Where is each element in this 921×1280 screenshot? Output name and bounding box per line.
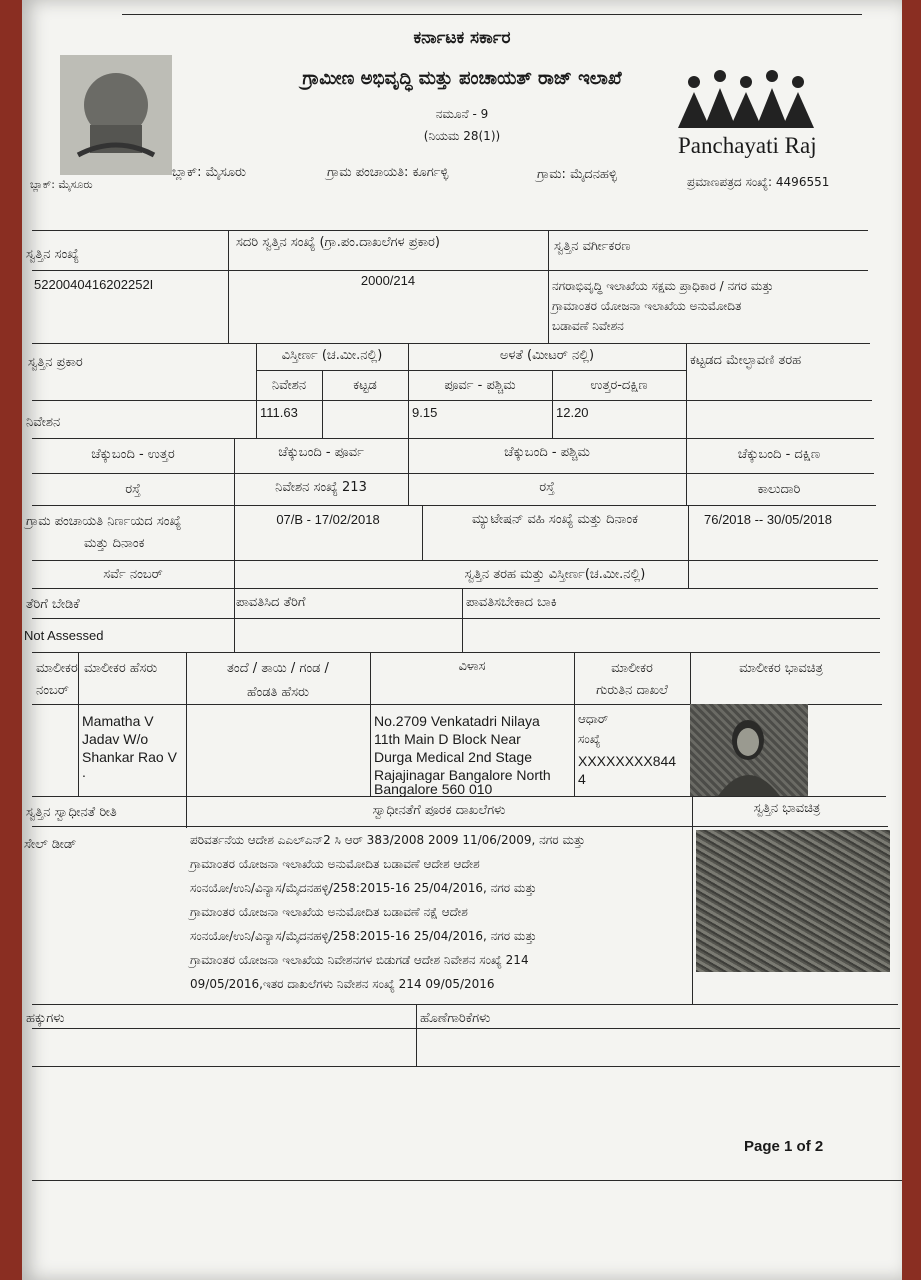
mutation-value: 76/2018 -- 30/05/2018 xyxy=(704,512,832,527)
resolution-value: 07/B - 17/02/2018 xyxy=(276,512,380,527)
resolution-label-2: ಮತ್ತು ದಿನಾಂಕ xyxy=(84,536,145,551)
karnataka-emblem xyxy=(60,55,172,175)
boundary-north-label: ಚೆಕ್ಕುಬಂದಿ - ಉತ್ತರ xyxy=(91,447,175,462)
site-row-label: ನಿವೇಶನ xyxy=(26,415,61,430)
tax-paid-label: ಪಾವತಿಸಿದ ತೆರಿಗೆ xyxy=(236,595,306,610)
ownership-doc-3: ಸಂನಯೋ/ಉನಿ/ವಿನ್ಯಾಸ/ಮೈದನಹಳ್ಳಿ/258:2015-16 25/04/2016, ನಗರ ಮತ್ತು xyxy=(190,881,537,895)
document-page xyxy=(22,0,902,1280)
mutation-label: ಮ್ಯುಟೇಷನ್ ವಹಿ ಸಂಖ್ಯೆ ಮತ್ತು ದಿನಾಂಕ xyxy=(472,512,638,527)
id-proof-1: ಆಧಾರ್ xyxy=(578,712,609,726)
id-proof-3: XXXXXXXX844 xyxy=(578,753,677,769)
roof-label: ಕಟ್ಟಡದ ಮೇಲ್ಛಾವಣಿ ತರಹ xyxy=(690,353,802,368)
resolution-label-1: ಗ್ರಾಮ ಪಂಚಾಯತಿ ನಿರ್ಣಯದ ಸಂಖ್ಯೆ xyxy=(26,514,182,529)
sadari-id-value: 2000/214 xyxy=(360,273,416,288)
owner-name-label: ಮಾಲೀಕರ ಹೆಸರು xyxy=(84,661,158,676)
owner-address-1: No.2709 Venkatadri Nilaya xyxy=(374,713,540,729)
owner-photo-label: ಮಾಲೀಕರ ಭಾವಚಿತ್ರ xyxy=(739,661,823,676)
boundary-west-value: ರಸ್ತೆ xyxy=(539,480,555,495)
property-type-label: ಸ್ವತ್ತಿನ ಪ್ರಕಾರ xyxy=(28,355,83,370)
boundary-west-label: ಚೆಕ್ಕುಬಂದಿ - ಪಶ್ಚಿಮ xyxy=(504,445,590,460)
owner-name-3: Shankar Rao V xyxy=(82,749,177,765)
panchayati-raj-logo-icon xyxy=(674,68,819,130)
certificate-number: ಪ್ರಮಾಣಪತ್ರದ ಸಂಖ್ಯೆ: 4496551 xyxy=(687,175,830,189)
dept-title: ಗ್ರಾಮೀಣ ಅಭಿವೃದ್ಧಿ ಮತ್ತು ಪಂಚಾಯತ್ ರಾಜ್ ಇಲಾಖೆ xyxy=(302,68,622,89)
owner-address-4: Rajajinagar Bangalore North xyxy=(374,767,551,783)
relation-label-1: ತಂದೆ / ತಾಯಿ / ಗಂಡ / xyxy=(227,661,329,676)
tax-due-label: ಪಾವತಿಸಬೇಕಾದ ಬಾಕಿ xyxy=(466,595,557,610)
ownership-doc-7: 09/05/2016,ಇತರ ದಾಖಲೆಗಳು ನಿವೇಶನ ಸಂಖ್ಯೆ 214 09/05/2016 xyxy=(190,977,495,991)
owner-name-2: Jadav W/o xyxy=(82,731,149,747)
property-photo xyxy=(696,830,890,972)
ownership-doc-1: ಪರಿವರ್ತನೆಯ ಆದೇಶ ಎಎಲ್ಎನ್2 ಸಿ ಆರ್ 383/2008 2009 11/06/2009, ನಗರ ಮತ್ತು xyxy=(190,833,586,847)
sadari-id-label: ಸದರಿ ಸ್ವತ್ತಿನ ಸಂಖ್ಯೆ (ಗ್ರಾ.ಪಂ.ದಾಖಲೆಗಳ ಪ್ರಕಾರ) xyxy=(236,235,440,250)
property-id-value: 5220040416202252I xyxy=(34,277,154,292)
classification-label: ಸ್ವತ್ತಿನ ವರ್ಗೀಕರಣ xyxy=(554,239,631,254)
owner-address-2: 11th Main D Block Near xyxy=(374,731,521,747)
owner-name-1: Mamatha V xyxy=(82,713,154,729)
owner-number-label-1: ಮಾಲೀಕರ xyxy=(36,661,78,676)
tax-demand-value: Not Assessed xyxy=(24,628,104,643)
classification-line-2: ಗ್ರಾಮಾಂತರ ಯೋಜನಾ ಇಲಾಖೆಯ ಅನುಮೋದಿತ xyxy=(552,299,742,313)
property-photo-label: ಸ್ವತ್ತಿನ ಭಾವಚಿತ್ರ xyxy=(753,801,821,816)
extent-label: ವಿಸ್ತೀರ್ಣ (ಚ.ಮೀ.ನಲ್ಲಿ) xyxy=(281,348,383,363)
boundary-south-value: ಕಾಲುದಾರಿ xyxy=(757,482,801,497)
ownership-doc-4: ಗ್ರಾಮಾಂತರ ಯೋಜನಾ ಇಲಾಖೆಯ ಅನುಮೋದಿತ ಬಡಾವಣೆ ನಕ್ಷೆ ಆದೇಶ xyxy=(190,905,468,919)
boundary-east-value: ನಿವೇಶನ ಸಂಖ್ಯೆ 213 xyxy=(275,480,367,495)
north-south-value: 12.20 xyxy=(556,405,589,420)
owner-name-4: . xyxy=(82,764,86,780)
ownership-doc-5: ಸಂನಯೋ/ಉನಿ/ವಿನ್ಯಾಸ/ಮೈದನಹಳ್ಳಿ/258:2015-16 25/04/2016, ನಗರ ಮತ್ತು xyxy=(190,929,537,943)
boundary-north-value: ರಸ್ತೆ xyxy=(125,482,141,497)
id-proof-4: 4 xyxy=(578,771,586,787)
rule-number: (ನಿಯಮ 28(1)) xyxy=(423,129,501,143)
ownership-docs-label: ಸ್ವಾಧೀನತೆಗೆ ಪೂರಕ ದಾಖಲೆಗಳು xyxy=(372,803,506,818)
id-proof-2: ಸಂಖ್ಯೆ xyxy=(578,732,601,746)
gp-name: ಗ್ರಾಮ ಪಂಚಾಯತಿ: ಕೂರ್ಗಳ್ಳಿ xyxy=(327,165,449,180)
owner-number-label-2: ನಂಬರ್ xyxy=(36,683,69,698)
boundary-south-label: ಚೆಕ್ಕುಬಂದಿ - ದಕ್ಷಿಣ xyxy=(737,447,821,462)
rights-label: ಹಕ್ಕುಗಳು xyxy=(26,1011,65,1026)
page-number: Page 1 of 2 xyxy=(744,1138,824,1155)
panchayati-raj-text: Panchayati Raj xyxy=(678,133,817,158)
site-area-value: 111.63 xyxy=(260,405,298,420)
id-proof-label-2: ಗುರುತಿನ ದಾಖಲೆ xyxy=(596,683,668,698)
owner-photo xyxy=(690,704,808,796)
block-name: ಬ್ಲಾಕ್: ಮೈಸೂರು xyxy=(172,165,247,180)
emblem-caption: ಬ್ಲಾಕ್: ಮೈಸೂರು xyxy=(30,178,93,191)
ownership-mode-value: ಸೇಲ್ ಡೀಡ್ xyxy=(24,837,77,852)
relation-label-2: ಹೆಂಡತಿ ಹೆಸರು xyxy=(246,685,310,700)
form-number: ನಮೂನೆ - 9 xyxy=(435,107,489,121)
boundary-east-label: ಚೆಕ್ಕುಬಂದಿ - ಪೂರ್ವ xyxy=(278,445,364,460)
east-west-value: 9.15 xyxy=(412,405,438,420)
property-id-label: ಸ್ವತ್ತಿನ ಸಂಖ್ಯೆ xyxy=(26,247,80,262)
type-extent-label: ಸ್ವತ್ತಿನ ತರಹ ಮತ್ತು ವಿಸ್ತೀರ್ಣ(ಚ.ಮೀ.ನಲ್ಲಿ) xyxy=(464,567,646,582)
owner-address-3: Durga Medical 2nd Stage xyxy=(374,749,532,765)
village-name: ಗ್ರಾಮ: ಮೈದನಹಳ್ಳಿ xyxy=(537,167,617,182)
building-label: ಕಟ್ಟಡ xyxy=(353,378,377,393)
id-proof-label-1: ಮಾಲೀಕರ xyxy=(611,661,653,676)
ownership-doc-2: ಗ್ರಾಮಾಂತರ ಯೋಜನಾ ಇಲಾಖೆಯ ಅನುಮೋದಿತ ಬಡಾವಣೆ ಆದೇಶ ಆದೇಶ xyxy=(190,857,480,871)
tax-demand-label: ತೆರಿಗೆ ಬೇಡಿಕೆ xyxy=(26,597,80,612)
measure-label: ಅಳತೆ (ಮೀಟರ್ ನಲ್ಲಿ) xyxy=(499,348,595,363)
owner-address-5: Bangalore 560 010 xyxy=(374,781,493,797)
liabilities-label: ಹೊಣೆಗಾರಿಕೆಗಳು xyxy=(420,1011,491,1026)
govt-title: ಕರ್ನಾಟಕ ಸರ್ಕಾರ xyxy=(413,28,511,48)
ownership-mode-label: ಸ್ವತ್ತಿನ ಸ್ವಾಧೀನತೆ ರೀತಿ xyxy=(26,805,117,820)
top-rule xyxy=(122,14,862,15)
address-label: ವಿಳಾಸ xyxy=(458,659,486,674)
ownership-doc-6: ಗ್ರಾಮಾಂತರ ಯೋಜನಾ ಇಲಾಖೆಯ ನಿವೇಶನಗಳ ಬಿಡುಗಡೆ ಆದೇಶ ನಿವೇಶನ ಸಂಖ್ಯೆ 214 xyxy=(190,953,529,967)
classification-line-3: ಬಡಾವಣೆ ನಿವೇಶನ xyxy=(552,319,624,333)
survey-number-label: ಸರ್ವೆ ನಂಬರ್ xyxy=(103,567,163,582)
north-south-label: ಉತ್ತರ-ದಕ್ಷಿಣ xyxy=(590,378,648,393)
site-label: ನಿವೇಶನ xyxy=(271,378,307,393)
classification-line-1: ನಗರಾಭಿವೃದ್ಧಿ ಇಲಾಖೆಯ ಸಕ್ಷಮ ಪ್ರಾಧಿಕಾರ / ನಗರ ಮತ್ತು xyxy=(552,279,774,293)
east-west-label: ಪೂರ್ವ - ಪಶ್ಚಿಮ xyxy=(444,378,516,393)
